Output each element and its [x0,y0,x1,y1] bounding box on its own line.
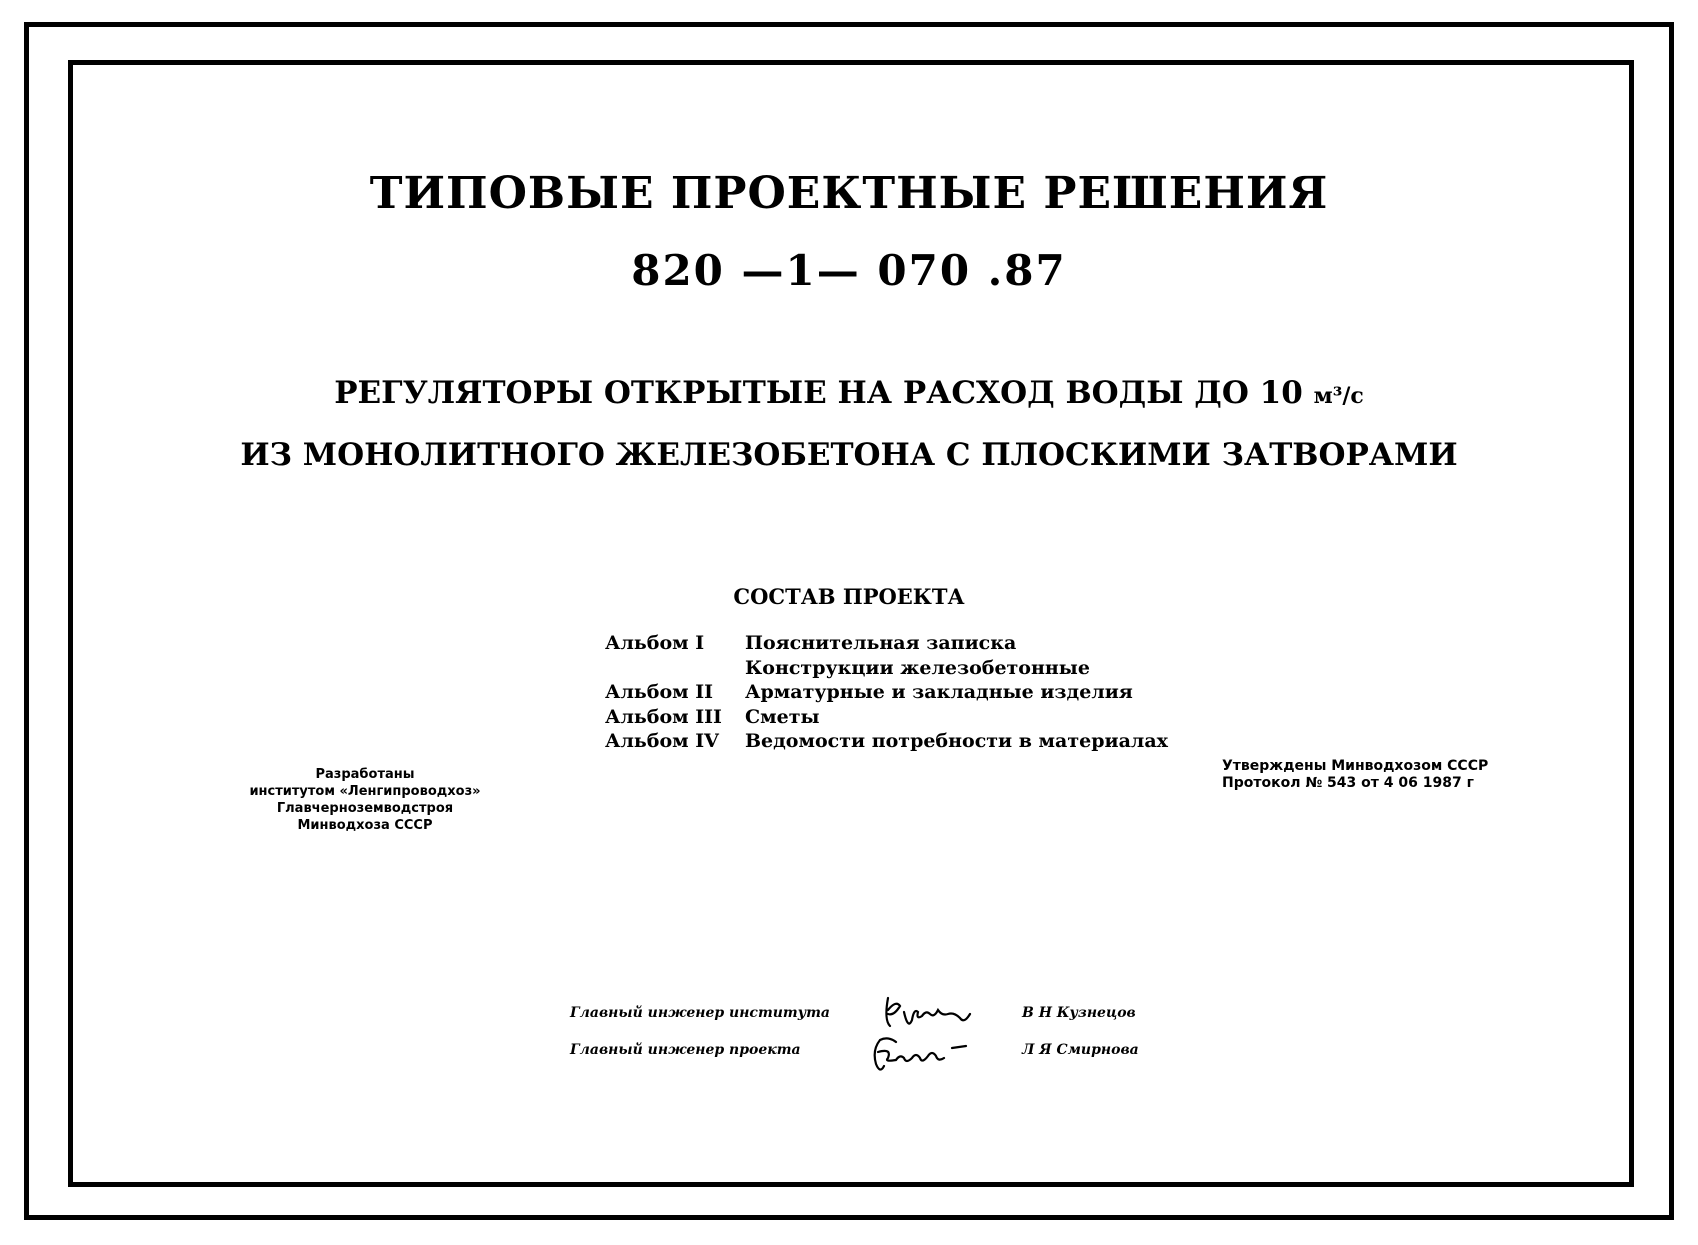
document-code: 820 —1— 070 .87 [631,246,1067,295]
inner-frame [68,60,1634,1187]
album-label: Альбом I [605,632,705,654]
album-description: Конструкции железобетонные [745,656,1090,679]
subtitle-line-1-text: РЕГУЛЯТОРЫ ОТКРЫТЫЕ НА РАСХОД ВОДЫ ДО 10 [334,375,1303,411]
album-label: Альбом III [605,705,722,728]
handwritten-signature-2 [866,1030,986,1078]
signature-role: Главный инженер института [570,1005,831,1021]
developer-line: институтом «Ленгипроводхоз» [249,784,481,799]
developer-line: Минводхоза СССР [297,818,433,833]
signature-role: Главный инженер проекта [570,1042,801,1058]
album-row [605,681,1168,706]
handwritten-signature-1 [880,990,990,1035]
approval-block [1222,758,1488,792]
album-row [605,632,1168,679]
subtitle-line-1 [0,375,1698,411]
composition-heading: СОСТАВ ПРОЕКТА [733,584,965,609]
subtitle-line-2: ИЗ МОНОЛИТНОГО ЖЕЛЕЗОБЕТОНА С ПЛОСКИМИ ЗАТВОРАМИ [240,437,1458,473]
album-label: Альбом IV [605,730,719,752]
signature-name: В Н Кузнецов [1022,1005,1136,1021]
album-row [605,730,1168,755]
approval-line: Протокол № 543 от 4 06 1987 г [1222,775,1474,791]
developer-block [230,766,500,834]
album-description: Арматурные и закладные изделия [745,681,1133,703]
album-row [605,706,1168,731]
subtitle-unit: м³/с [1313,383,1364,409]
album-description: Сметы [745,705,820,728]
signature-name: Л Я Смирнова [1022,1042,1139,1058]
developer-line: Разработаны [315,767,415,782]
document-title: ТИПОВЫЕ ПРОЕКТНЫЕ РЕШЕНИЯ [369,168,1329,219]
developer-line: Главчерноземводстроя [276,801,454,816]
album-list [605,632,1168,755]
album-description: Ведомости потребности в материалах [745,730,1168,752]
album-label: Альбом II [605,681,714,703]
approval-line: Утверждены Минводхозом СССР [1222,758,1489,774]
album-description: Пояснительная записка [745,632,1017,654]
